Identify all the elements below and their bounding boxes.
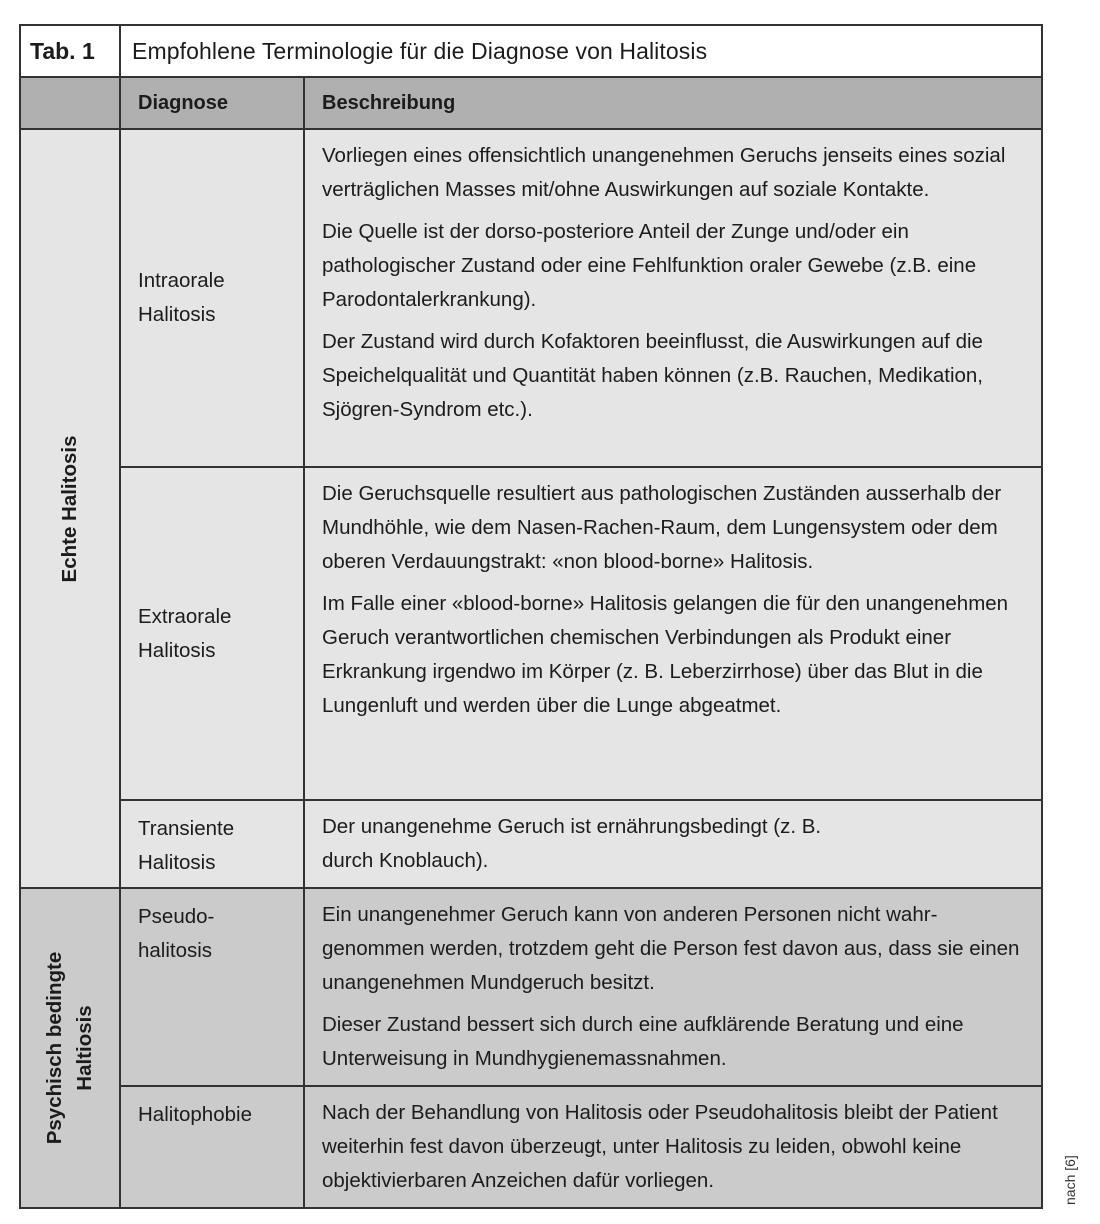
table-header-row — [20, 77, 1042, 129]
diagnosis-cell — [120, 129, 304, 467]
description-paragraph: Dieser Zustand bessert sich durch eine aufklärende Beratung und eine Unterweisung in Mundhygienemassnahmen. — [322, 1013, 964, 1070]
description-cell — [304, 800, 1042, 888]
diagnosis-line: Transiente — [138, 817, 235, 840]
diagnosis-cell — [120, 467, 304, 800]
header-diagnosis: Diagnose — [120, 77, 304, 129]
group-label-line: Psychisch bedingte — [43, 951, 66, 1145]
diagnosis-cell — [120, 1086, 304, 1208]
description-paragraph: Nach der Behandlung von Halitosis oder Pseudohalitosis bleibt der Patient weiterhin fest davon überzeugt, unter Halitosis zu leiden, obwohl keine objektivierbaren Anzeichen dafür vorliegen. — [322, 1101, 998, 1192]
diagnosis-cell — [120, 800, 304, 888]
description-paragraph: Der Zustand wird durch Kofaktoren beeinflusst, die Auswirkungen auf die Speichelqualität und Quantität haben können (z.B. Rauchen, Medikation, Sjögren-Syndrom etc.). — [322, 330, 983, 421]
group-label: Echte Halitosis — [58, 435, 81, 582]
group-cell-psychisch-bedingte-halitosis — [20, 888, 120, 1208]
description-paragraph: Die Geruchsquelle resultiert aus pathologischen Zuständen ausserhalb der Mundhöhle, wie dem Nasen-Rachen-Raum, dem Lungensystem oder dem oberen Verdauungstrakt: «non blood-borne» Halitosis. — [322, 482, 1002, 573]
description-cell — [304, 467, 1042, 800]
header-group-cell — [20, 77, 120, 129]
diagnosis-line: Pseudo- — [138, 905, 215, 928]
description-paragraph: Die Quelle ist der dorso-posteriore Anteil der Zunge und/oder ein pathologischer Zustand oder eine Fehlfunktion oraler Gewebe (z.B. eine Parodontalerkrankung). — [322, 220, 977, 311]
description-cell — [304, 129, 1042, 467]
description-paragraph: Der unangenehme Geruch ist ernährungsbedingt (z. B. durch Knoblauch). — [322, 815, 822, 872]
table-label: Tab. 1 — [20, 25, 120, 77]
diagnosis-line: Extraorale — [138, 604, 232, 628]
group-cell-echte-halitosis — [20, 129, 120, 888]
diagnosis-line: Halitosis — [138, 303, 216, 326]
group-label — [40, 952, 100, 1145]
description-paragraph: Im Falle einer «blood-borne» Halitosis gelangen die für den unangenehmen Geruch verantwortlichen chemischen Verbindungen als Produkt einer Erkrankung irgendwo im Körper (z. B. Leberzirrhose) über das Blut in die Lungenluft und werden über die Lunge abgeatmet. — [322, 592, 1009, 717]
source-note: nach [6] — [1062, 1155, 1078, 1205]
group-label-line: Haltiosis — [73, 1005, 96, 1091]
diagnosis-line: Halitophobie — [138, 1103, 252, 1126]
table-row — [20, 129, 1042, 467]
table-row — [20, 467, 1042, 800]
diagnosis-cell — [120, 888, 304, 1086]
table-row — [20, 888, 1042, 1086]
description-paragraph: Ein unangenehmer Geruch kann von anderen Personen nicht wahrgenommen werden, trotzdem geht die Person fest davon aus, dass sie einen unangenehmen Mundgeruch besitzt. — [322, 903, 1020, 994]
header-description: Beschreibung — [304, 77, 1042, 129]
description-cell — [304, 1086, 1042, 1208]
table-row — [20, 800, 1042, 888]
description-cell — [304, 888, 1042, 1086]
table-title: Empfohlene Terminologie für die Diagnose von Halitosis — [120, 25, 1042, 77]
diagnosis-line: Halitosis — [138, 851, 216, 874]
halitosis-terminology-table — [19, 24, 1043, 1209]
diagnosis-line: Intraorale — [138, 269, 225, 292]
description-paragraph: Vorliegen eines offensichtlich unangenehmen Geruchs jenseits eines sozial verträglichen Masses mit/ohne Auswirkungen auf soziale Kontakte. — [322, 144, 1006, 201]
table-row — [20, 1086, 1042, 1208]
diagnosis-line: Halitosis — [138, 638, 216, 662]
table-title-row — [20, 25, 1042, 77]
diagnosis-line: halitosis — [138, 939, 213, 962]
